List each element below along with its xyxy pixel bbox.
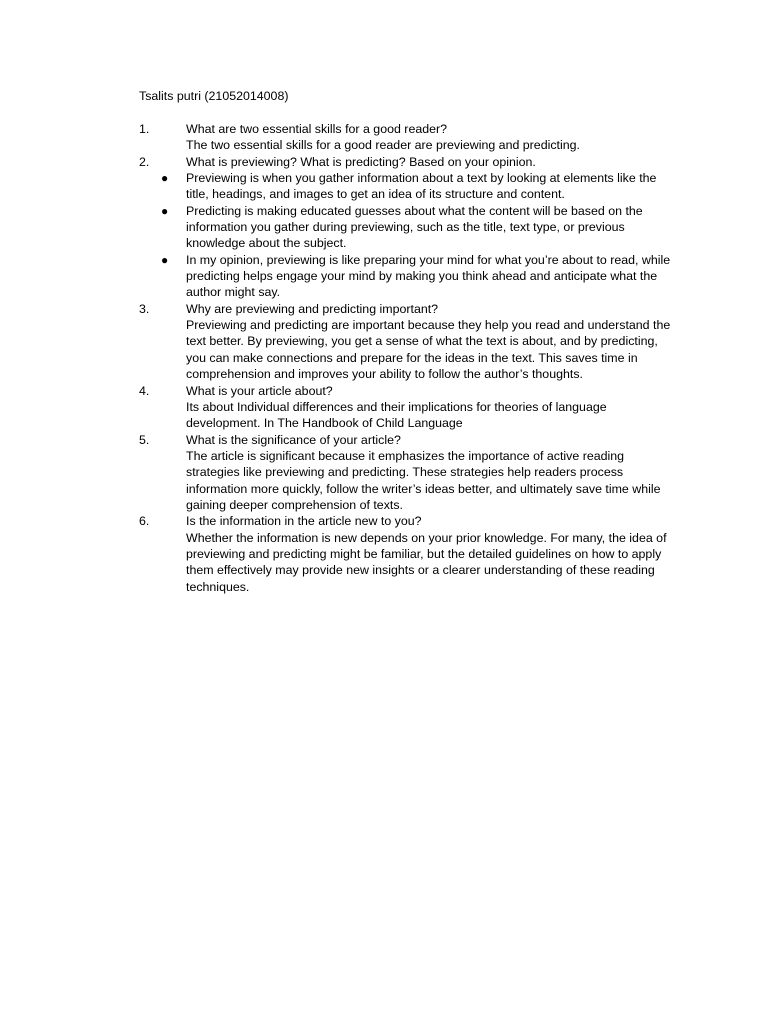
list-item (139, 301, 679, 383)
item-number: 5. (139, 432, 150, 447)
bullet-text: In my opinion, previewing is like preparing your mind for what you’re about to read, while predicting helps engage your mind by making you think ahead and anticipate what the author might say. (186, 252, 671, 300)
question-text: What are two essential skills for a good reader? (186, 122, 448, 136)
bullet-item (139, 170, 679, 203)
question-text: What is your article about? (186, 383, 333, 398)
author-line: Tsalits putri (21052014008) (139, 89, 289, 103)
question-row (139, 154, 679, 170)
bullet-item (139, 252, 679, 301)
question-row (139, 383, 679, 399)
answer-text: The article is significant because it emphasizes the importance of active reading strategies like previewing and predicting. These strategies help readers process information more quickly, follow the writer’s ideas better, and ultimately save time while gaining deeper comprehension of texts. (186, 448, 661, 512)
question-row (139, 121, 679, 137)
answer-text: Whether the information is new depends on your prior knowledge. For many, the idea of previewing and predicting might be familiar, but the detailed guidelines on how to apply them effectively may provide new insights or a clearer understanding of these reading techniques. (186, 530, 667, 594)
answer-text: The two essential skills for a good reader are previewing and predicting. (186, 138, 580, 153)
list-item (139, 432, 679, 514)
item-number: 3. (139, 301, 150, 316)
bullet-icon: ● (161, 252, 169, 267)
list-item (139, 121, 679, 154)
list-item (139, 513, 679, 595)
question-text: What is the significance of your article? (186, 432, 401, 447)
question-row (139, 301, 679, 317)
question-text: Is the information in the article new to you? (186, 514, 422, 529)
answer-text: Its about Individual differences and their implications for theories of language development. In The Handbook of Child Language (186, 399, 607, 431)
item-number: 1. (139, 122, 150, 136)
bullet-text: Predicting is making educated guesses about what the content will be based on the information you gather during previewing, such as the title, text type, or previous knowledge about the subject. (186, 203, 643, 251)
question-text: Why are previewing and predicting important? (186, 301, 439, 316)
bullet-icon: ● (161, 203, 169, 218)
bullet-text: Previewing is when you gather information about a text by looking at elements like the title, headings, and images to get an idea of its structure and content. (186, 171, 657, 202)
answer-text: Previewing and predicting are important because they help you read and understand the text better. By previewing, you get a sense of what the text is about, and by predicting, you can make connections and prepare for the ideas in the text. This saves time in comprehension and improves your ability to follow the author’s thoughts. (186, 318, 671, 382)
item-number: 2. (139, 154, 150, 169)
list-item (139, 383, 679, 432)
question-row (139, 513, 679, 529)
question-text: What is previewing? What is predicting? Based on your opinion. (186, 154, 536, 169)
item-number: 6. (139, 514, 150, 529)
list-item (139, 154, 679, 301)
bullet-icon: ● (161, 171, 169, 186)
bullet-item (139, 203, 679, 252)
question-row (139, 432, 679, 448)
numbered-list (139, 121, 679, 595)
item-number: 4. (139, 383, 150, 398)
